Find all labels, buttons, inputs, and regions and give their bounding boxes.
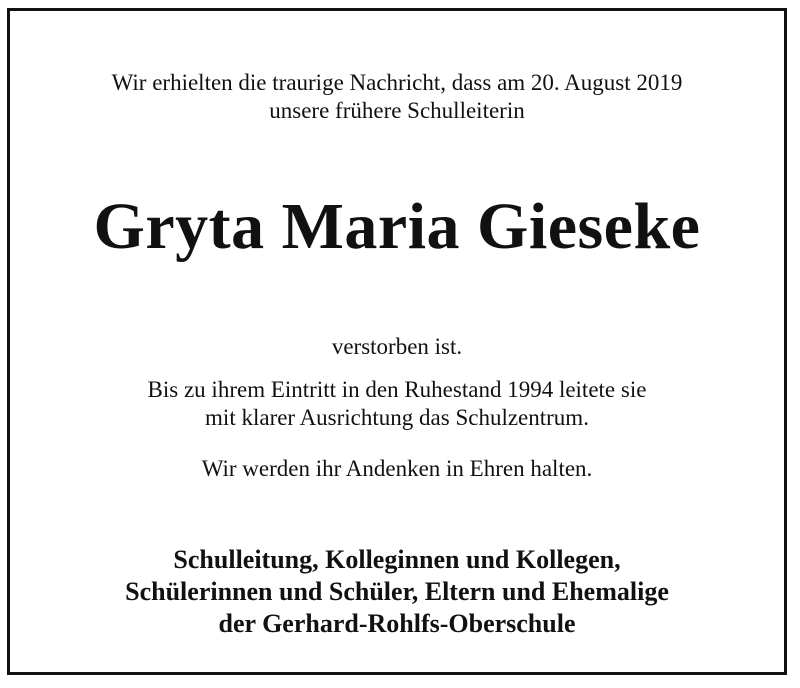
tenure-line-1: Bis zu ihrem Eintritt in den Ruhestand 1994 leitete sie [147, 377, 647, 402]
intro-text [10, 69, 784, 125]
signature-line-1: Schulleitung, Kolleginnen und Kollegen, [173, 545, 621, 574]
signature-line-3: der Gerhard-Rohlfs-Oberschule [218, 609, 576, 638]
tenure-text [10, 376, 784, 432]
deceased-text: verstorben ist. [331, 334, 463, 359]
deceased-name: Gryta Maria Gieseke [93, 190, 701, 263]
memory-text: Wir werden ihr Andenken in Ehren halten. [201, 456, 593, 481]
signature-line-2: Schülerinnen und Schüler, Eltern und Ehemalige [125, 577, 669, 606]
obituary-notice [7, 8, 787, 675]
tenure-line-2: mit klarer Ausrichtung das Schulzentrum. [205, 405, 589, 430]
intro-line-1: Wir erhielten die traurige Nachricht, dass am 20. August 2019 [111, 70, 683, 95]
signature-block [10, 544, 784, 640]
intro-line-2: unsere frühere Schulleiterin [269, 98, 525, 123]
